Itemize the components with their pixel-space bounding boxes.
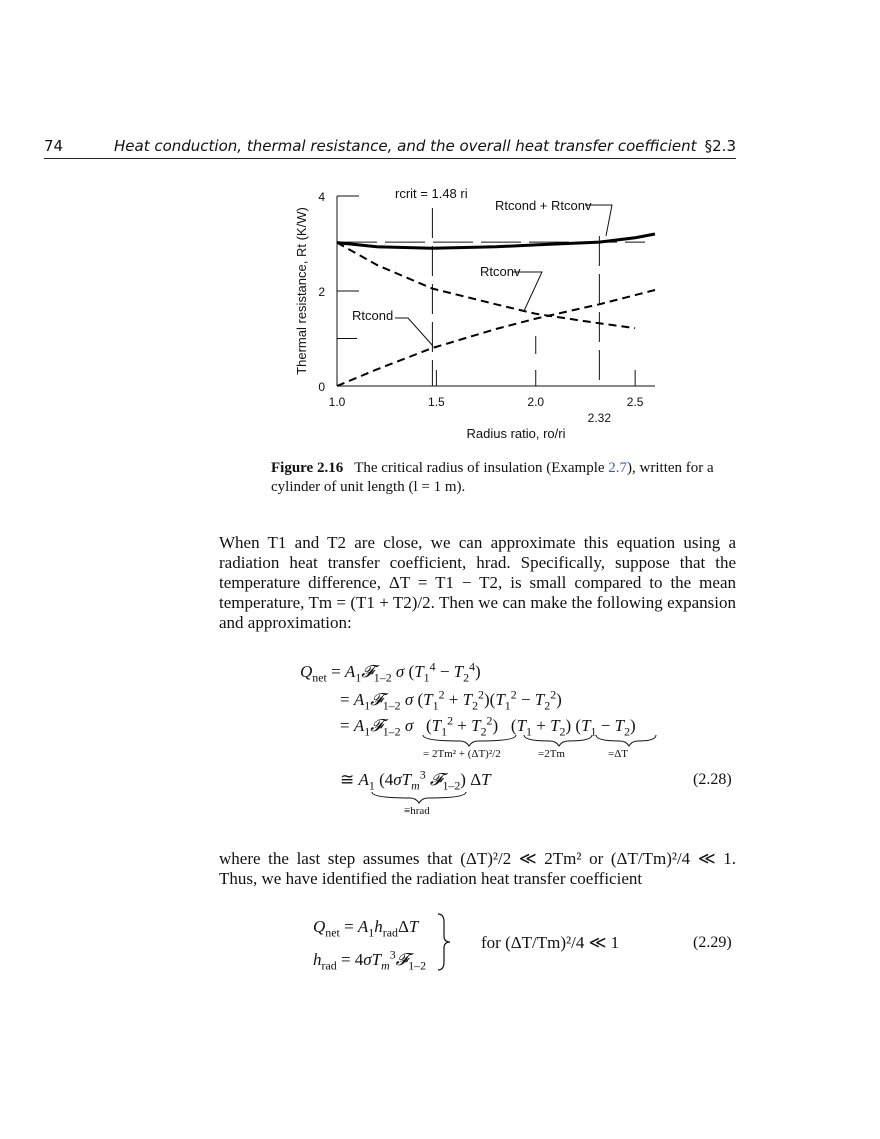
x-tick-label: 1.0 bbox=[328, 395, 346, 409]
eq228-line2: = $A_1𝓕_{1-2}$ σ $(T_1^2 + T_2^2)(T_1^2 - T_2^2)$ bbox=[340, 687, 562, 713]
eq229-condition: for (ΔT/Tm)²/4 ≪ 1 bbox=[481, 933, 620, 952]
chart-gridlines bbox=[337, 208, 645, 388]
x-tick-label: 2.0 bbox=[527, 395, 545, 409]
paragraph-2: where the last step assumes that (ΔT)²/2 ≪ 2Tm² or (ΔT/Tm)²/4 ≪ 1. Thus, we have identified the radiation heat transfer coefficient bbox=[219, 849, 736, 888]
series-line-0 bbox=[337, 234, 655, 248]
eq228-line3: = $A_1𝓕_{1-2}$ σ $(T_1^2 + T_2^2) (T_1 + T_2) (T_1 - T_2)$ bbox=[340, 713, 636, 739]
eq228-line4: ≅ $A_1$ ($4\sigma T_m^3$ 𝓕$_{1-2}$) ΔT bbox=[340, 767, 491, 793]
chart-axes bbox=[337, 196, 655, 386]
running-header bbox=[44, 136, 736, 159]
eq229-brace bbox=[436, 912, 452, 972]
x-tick-label: 1.5 bbox=[428, 395, 445, 409]
eq229-line1: $Q_{net} = A_1h_{rad}\Delta T$ bbox=[313, 917, 419, 940]
running-title: Heat conduction, thermal resistance, and the overall heat transfer coefficient bbox=[114, 137, 697, 155]
chart-labels bbox=[294, 186, 644, 441]
y-tick-label: 2 bbox=[318, 285, 325, 299]
x-tick-label: 2.5 bbox=[626, 395, 644, 409]
x-axis-label: Radius ratio, ro/ri bbox=[466, 426, 566, 441]
caption-text-before: The critical radius of insulation (Example bbox=[354, 460, 609, 476]
eq228-line1: $Q_{net}$ = $A_1𝓕_{1-2}$ σ $(T_1^4 - T_2^4)$ bbox=[300, 659, 481, 685]
underbrace-label-1: = 2Tm² + (ΔT)²/2 bbox=[423, 748, 501, 760]
eq229-line2: $h_{rad}$ = $4\sigma T_m^3𝓕_{1-2}$ bbox=[313, 947, 427, 973]
x-extra-tick-label: 2.32 bbox=[587, 411, 612, 425]
caption-text-after: ), written for a cylinder of unit length (l = 1 m). bbox=[271, 460, 714, 495]
eq229-number: (2.29) bbox=[693, 934, 732, 951]
cond-leader bbox=[395, 318, 433, 346]
paragraph-1: When T1 and T2 are close, we can approximate this equation using a radiation heat transfer coefficient, hrad. Specifically, suppose that the temperature difference, ΔT = T1 − T2, is small compared to the mean temperature, Tm = (T1 + T2)/2. Then we can make the following expansion and approximation: bbox=[219, 533, 736, 632]
section-number: §2.3 bbox=[704, 137, 736, 155]
y-tick-label: 4 bbox=[318, 190, 325, 204]
y-tick-label: 0 bbox=[318, 380, 325, 394]
underbraces-line3 bbox=[420, 733, 660, 747]
critical-radius-chart bbox=[290, 180, 690, 450]
underbrace-label-4: ≡hrad bbox=[404, 805, 430, 817]
underbrace-hrad bbox=[370, 790, 470, 804]
underbrace-label-2: =2Tm bbox=[538, 748, 565, 760]
example-link[interactable]: 2.7 bbox=[608, 460, 628, 476]
y-axis-label: Thermal resistance, Rt (K/W) bbox=[294, 207, 309, 375]
conv-label: Rtconv bbox=[480, 264, 521, 279]
figure-caption bbox=[271, 459, 731, 497]
underbrace-label-3: =ΔT bbox=[608, 748, 628, 760]
cond-label: Rtcond bbox=[352, 308, 394, 323]
rcrit-annotation: rcrit = 1.48 ri bbox=[395, 186, 468, 201]
figure-label: Figure 2.16 bbox=[271, 460, 344, 476]
eq228-number: (2.28) bbox=[693, 771, 732, 788]
sum-label: Rtcond + Rtconv bbox=[495, 198, 592, 213]
page-number: 74 bbox=[44, 137, 64, 155]
